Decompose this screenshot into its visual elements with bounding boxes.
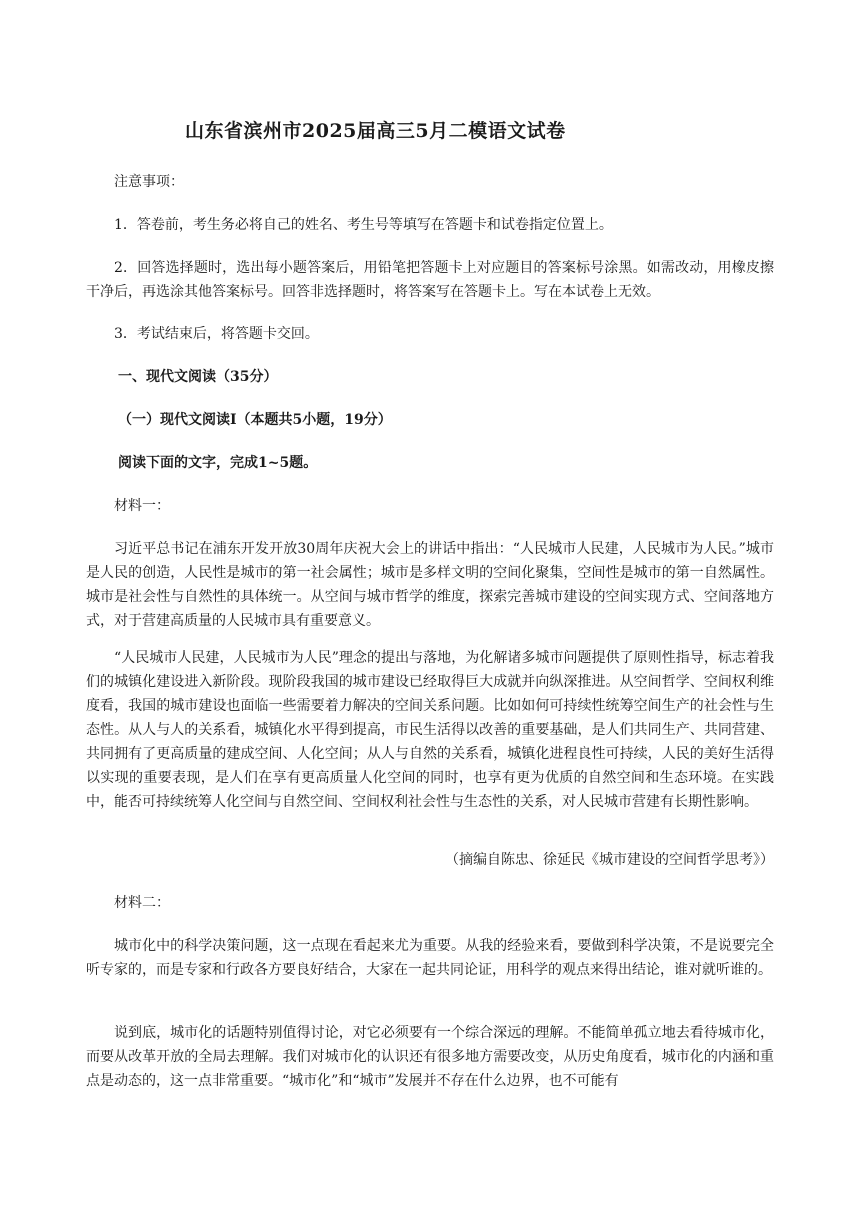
subsection-heading-reading-1: （一）现代文阅读Ⅰ（本题共5小题，19分） [118,412,392,428]
notice-item-1: 1．答卷前，考生务必将自己的姓名、考生号等填写在答题卡和试卷指定位置上。 [114,217,613,233]
material-two-paragraph-2: 说到底，城市化的话题特别值得讨论，对它必须要有一个综合深远的理解。不能简单孤立地去看待城市化，而要从改革开放的全局去理解。我们对城市化的认识还有很多地方需要改变，从历史角度看，城市化的内涵和重点是动态的，这一点非常重要。“城市化”和“城市”发展并不存在什么边界，也不可能有 [86,1025,774,1089]
reading-instruction: 阅读下面的文字，完成1~5题。 [118,455,318,471]
notice-heading: 注意事项： [114,174,184,190]
notice-item-3: 3．考试结束后，将答题卡交回。 [114,326,319,342]
material-one-paragraph-1: 习近平总书记在浦东开发开放30周年庆祝大会上的讲话中指出：“人民城市人民建，人民城市为人民。”城市是人民的创造，人民性是城市的第一社会属性；城市是多样文明的空间化聚集，空间性是城市的第一自然属性。城市是社会性与自然性的具体统一。从空间与城市哲学的维度，探索完善城市建设的空间实现方式、空间落地方式，对于营建高质量的人民城市具有重要意义。 [86,541,774,629]
page-title: 山东省滨州市2025届高三5月二模语文试卷 [185,120,566,142]
material-one-label: 材料一： [114,498,170,514]
material-two-label: 材料二： [114,895,170,911]
material-one-source: （摘编自陈忠、徐延民《城市建设的空间哲学思考》） [445,852,774,868]
material-one-paragraph-2: “人民城市人民建，人民城市为人民”理念的提出与落地，为化解诸多城市问题提供了原则性指导，标志着我们的城镇化建设进入新阶段。现阶段我国的城市建设已经取得巨大成就并向纵深推进。从空间哲学、空间权利维度看，我国的城市建设也面临一些需要着力解决的空间关系问题。比如如何可持续性统筹空间生产的社会性与生态性。从人与人的关系看，城镇化水平得到提高，市民生活得以改善的重要基础，是人们共同生产、共同营建、共同拥有了更高质量的建成空间、人化空间；从人与自然的关系看，城镇化进程良性可持续，人民的美好生活得以实现的重要表现，是人们在享有更高质量人化空间的同时，也享有更为优质的自然空间和生态环境。在实践中，能否可持续统筹人化空间与自然空间、空间权利社会性与生态性的关系，对人民城市营建有长期性影响。 [86,650,774,810]
section-heading-modern-reading: 一、现代文阅读（35分） [118,369,278,385]
notice-item-2: 2．回答选择题时，选出每小题答案后，用铅笔把答题卡上对应题目的答案标号涂黑。如需改动，用橡皮擦干净后，再选涂其他答案标号。回答非选择题时，将答案写在答题卡上。写在本试卷上无效。 [86,260,774,300]
material-two-paragraph-1: 城市化中的科学决策问题，这一点现在看起来尤为重要。从我的经验来看，要做到科学决策，不是说要完全听专家的，而是专家和行政各方要良好结合，大家在一起共同论证，用科学的观点来得出结论，谁对就听谁的。 [86,938,774,978]
